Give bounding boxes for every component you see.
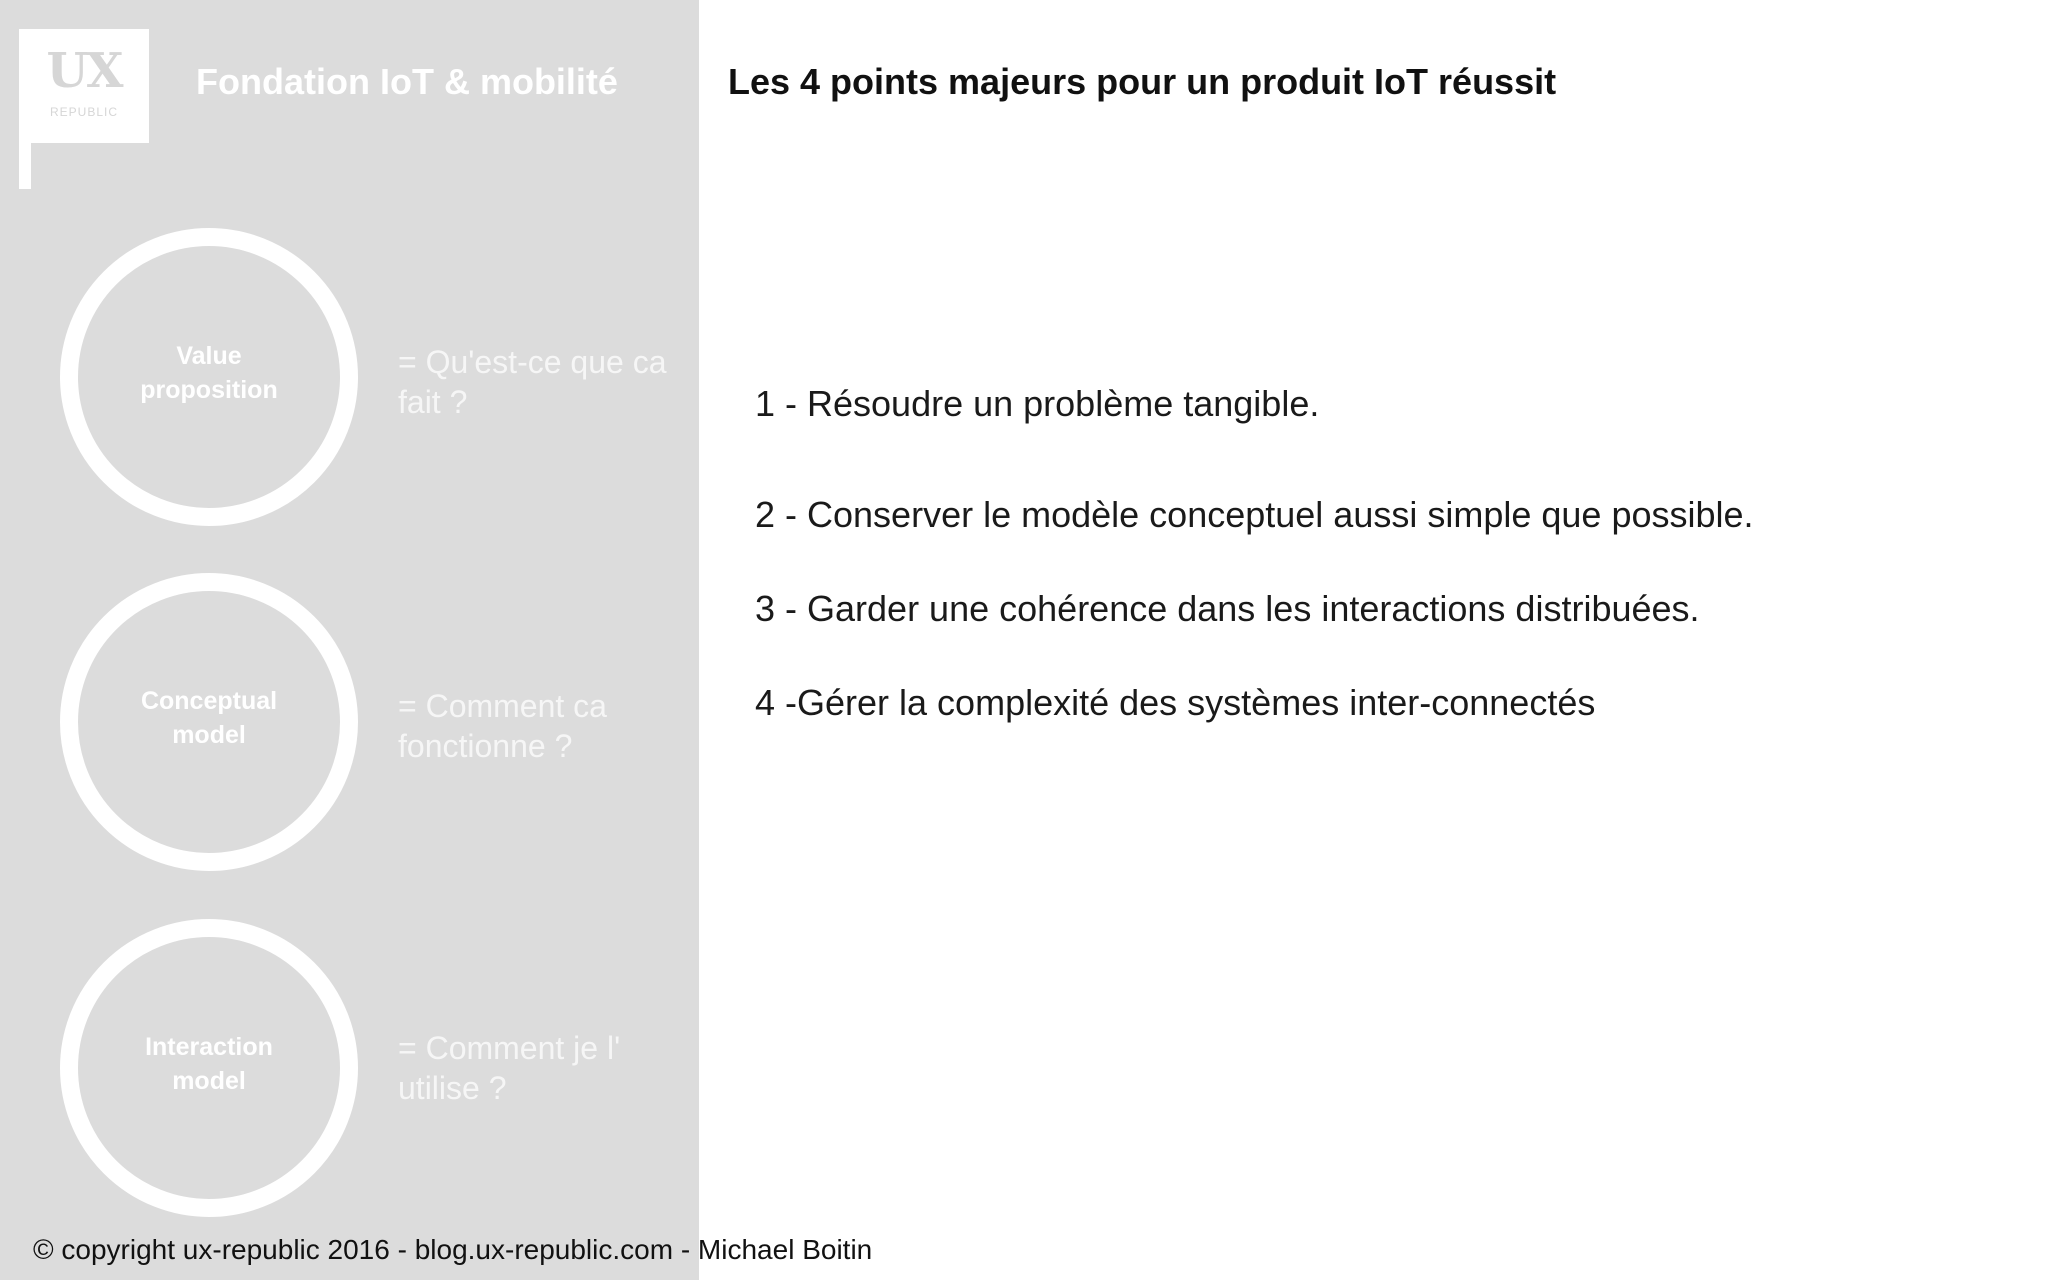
main-title: Les 4 points majeurs pour un produit IoT réussit bbox=[728, 61, 1557, 102]
copyright-footer: © copyright ux-republic 2016 - blog.ux-republic.com - Michael Boitin bbox=[33, 1234, 873, 1265]
pillar-description: = Comment je l' utilise ? bbox=[398, 1030, 621, 1106]
pillar-label-text: Value proposition bbox=[140, 342, 278, 404]
logo-mark: UX bbox=[46, 43, 122, 99]
pillar-label-text: Interaction model bbox=[145, 1033, 273, 1095]
pillar-label bbox=[90, 339, 328, 407]
pillar-description: = Qu'est-ce que ca fait ? bbox=[398, 344, 667, 420]
pillar-conceptual-model bbox=[60, 573, 358, 871]
ux-republic-logo bbox=[19, 29, 149, 143]
pillar-label bbox=[90, 1030, 328, 1098]
point-item: 2 - Conserver le modèle conceptuel aussi simple que possible. bbox=[755, 494, 1754, 535]
pillar-description: = Comment ca fonctionne ? bbox=[398, 688, 607, 764]
section-title: Fondation IoT & mobilité bbox=[196, 61, 618, 102]
point-item: 4 -Gérer la complexité des systèmes inter-connectés bbox=[755, 682, 1596, 723]
logo-subtitle: REPUBLIC bbox=[49, 105, 119, 119]
pillar-label bbox=[90, 684, 328, 752]
point-item: 3 - Garder une cohérence dans les interactions distribuées. bbox=[755, 588, 1700, 629]
pillar-value-proposition bbox=[60, 228, 358, 526]
point-item: 1 - Résoudre un problème tangible. bbox=[755, 383, 1320, 424]
left-panel bbox=[0, 0, 699, 1280]
pillar-interaction-model bbox=[60, 919, 358, 1217]
pillar-label-text: Conceptual model bbox=[140, 687, 278, 749]
